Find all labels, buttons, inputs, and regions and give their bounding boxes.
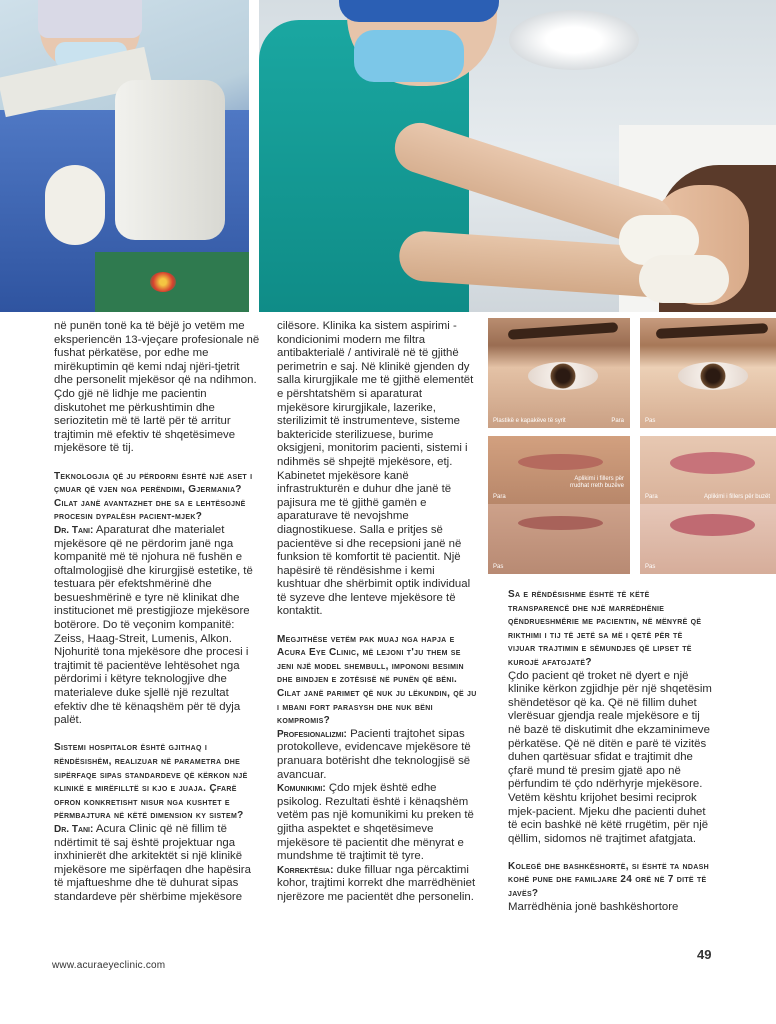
answer-text: Çdo mjek është edhe psikolog. Rezultati është i kënaqshëm vetëm pas një komunikimi ku preken të gjitha aspektet e shqetësimeve mjekësore të pacientit dhe mënyrat e mundshme të trajtimit të tyre.: [277, 782, 474, 863]
eyelid-before-photo: [488, 318, 630, 428]
lip-wrinkles-caption: Aplikimi i fillers për rrudhat rreth buzëve: [569, 476, 624, 489]
paragraph: në punën tonë ka të bëjë jo vetëm me eksperiencën 13-vjeçare profesionale në fushat përkatëse, por edhe me mirëkuptimin që kemi ndaj njëri-tjetrit dhe personelit mjekësor që na ndihmon. Çdo gjë në lidhje me pacientin diskutohet me përkushtimin dhe seriozitetin më të lartë për të arritur trajtimin më efektiv të shqetësimeve mjekësore të tij.: [54, 320, 260, 455]
answer-paragraph: [54, 823, 260, 905]
after-tag: Pas: [493, 564, 504, 570]
page-number: 49: [697, 947, 712, 962]
eyelid-after-photo: [640, 318, 776, 428]
text-column-2: [277, 320, 477, 905]
surgery-photo: [0, 0, 249, 312]
lip-wrinkles-after-photo: [488, 504, 630, 574]
before-tag: Para: [493, 494, 506, 500]
answer-paragraph: Çdo pacient që troket në dyert e një klinike kërkon zgjidhje për një shqetësim shëndetësor që ka. Që në fillim duhet vlerësuar gjendja reale mjekësore e tij në bazë të diskutimit dhe ekzaminimeve përkatëse. Që në ditën e parë të vizitës duhen qartësuar sfidat e trajtimit dhe çfarë mund të presim gjatë apo në përfundim të çdo ndërhyrje mjekësore. Vetëm kështu krijohet besimi reciprok mjek-pacient. Mjeku dhe pacienti duhet të ecin bashkë në këtë rrugëtim, për një qëllim, sidomos në trajtimet afatgjata.: [508, 669, 712, 845]
paragraph: cilësore. Klinika ka sistem aspirimi - kondicionimi modern me filtra antibakterialë / antiviralë në të gjithë perimetrin e saj. Në klinikë gjenden dy salla kirurgjikale me të gjithë elementët e përshtatshëm si aparaturat mjekësore kirurgjikale, lazerike, sterilizimit të instrumenteve, sisteme baktericide sterilizuese, burime oksigjeni, monitorim pacienti, sistemi i ndihmës së shpejtë mjekësore, etj. Kabinetet mjekësore kanë infrastrukturën e duhur dhe janë të pajisura me të gjithë gamën e aparaturave të nevojshme diagnostikuese. Salla e pritjes së pacientëve si dhe recepsioni janë në funksion të komfortit të pacientit. Një hapësirë të rëndësishme i kemi kushtuar dhe shërbimit optik individual të syzeve dhe lenteve mjekësore të kontaktit.: [277, 320, 474, 618]
lip-filler-before-photo: [640, 436, 776, 504]
answer-text: Acura Clinic që në fillim të ndërtimit të saj është projektuar nga inxhinierët dhe arkitektët si një klinikë mjekësore me sipërfaqen dhe hapësira të mjaftueshme dhe të duhurat sipas standardeve për shërbime mjekësore: [54, 822, 251, 903]
principle-label: Korrektësia:: [277, 864, 334, 876]
website-url[interactable]: www.acuraeyeclinic.com: [52, 960, 166, 971]
before-tag: Para: [645, 494, 658, 500]
text-column-3: [508, 588, 712, 914]
before-tag: Para: [611, 418, 624, 424]
after-tag: Pas: [645, 564, 656, 570]
answer-paragraph: [54, 524, 260, 728]
answer-paragraph: Marrëdhënia jonë bashkëshortore: [508, 900, 679, 913]
question-heading: Teknologjia që ju përdorni është një aset i çmuar që vjen nga perëndimi, Gjermania? Cilat janë avantazhet dhe sa e lehtësojnë procesin dypalësh pacient-mjek?: [54, 470, 253, 523]
speaker-label: Dr. Tani:: [54, 823, 94, 835]
question-heading: Kolegë dhe bashkëshortë, si është ta ndash kohë pune dhe familjare 24 orë në 7 ditë të javës?: [508, 860, 709, 900]
answer-text: Pacienti trajtohet sipas protokolleve, evidencave mjekësore të pranuara botërisht dhe teknologjisë së avancuar.: [277, 727, 471, 781]
clinic-treatment-photo: [259, 0, 776, 312]
lip-filler-caption: Aplikimi i fillers për buzët: [703, 494, 770, 500]
principle-label: Komunikimi:: [277, 783, 326, 795]
answer-text: Aparaturat dhe materialet mjekësore që ne përdorim janë nga kompanitë më të njohura në fushën e oftalmologjisë dhe kirurgjisë estetike, të testuara për efektshmërinë dhe besueshmërinë e tyre në klinikat dhe institucionet më prestigjioze mjekësore botërore. Do të veçonim kompanitë: Zeiss, Haag-Streit, Lumenis, Alkon. Njohuritë tona mjekësore dhe procesi i trajtimit të pacientëve lehtësohet nga përdorimi i këtyre teknologjive dhe materialeve duke sjellë një rezultat efektiv dhe të kënaqshëm për të dyja palët.: [54, 523, 253, 727]
after-tag: Pas: [645, 418, 656, 424]
answer-paragraph: [277, 728, 477, 782]
question-heading: Sistemi hospitalor është gjithaq i rëndësishëm, realizuar në parametra dhe sipërfaqe sipas standardeve që kërkon një klinikë e mirëfilltë si kjo e juaja. Çfarë ofron konkretisht nisur nga kushtet e përmbajtura në këtë dimension ky sistem?: [54, 742, 248, 822]
question-heading: Megjithëse vetëm pak muaj nga hapja e Acura Eye Clinic, më lejoni t'ju them se jeni një model shembull, impononi besimin dhe bindjen e zotësisë në punën që bëni. Cilat janë parimet që nuk ju lëkundin, që ju i mbani fort parasysh dhe nuk bëni kompromis?: [277, 633, 477, 727]
answer-text: duke filluar nga përcaktimi kohor, trajtimi korrekt dhe marrëdhëniet njerëzore me pacientët dhe personelin.: [277, 863, 476, 903]
question-heading: Sa e rëndësishme është të këtë transparencë dhe një marrëdhënie qëndrueshmërie me pacientin, në mënyrë që rikthimi i tij të jetë sa më i qetë për të vijuar trajtimin e sëmundjes që lipset të kurojë afatgjatë?: [508, 589, 702, 668]
principle-label: Profesionalizmi:: [277, 728, 347, 740]
lip-filler-after-photo: [640, 504, 776, 574]
lip-wrinkles-before-photo: [488, 436, 630, 504]
eyelid-caption: Plastikë e kapakëve të syrit: [493, 418, 566, 424]
text-column-1: [54, 320, 260, 905]
speaker-label: Dr. Tani:: [54, 524, 94, 536]
answer-paragraph: [277, 864, 477, 905]
answer-paragraph: [277, 782, 477, 864]
